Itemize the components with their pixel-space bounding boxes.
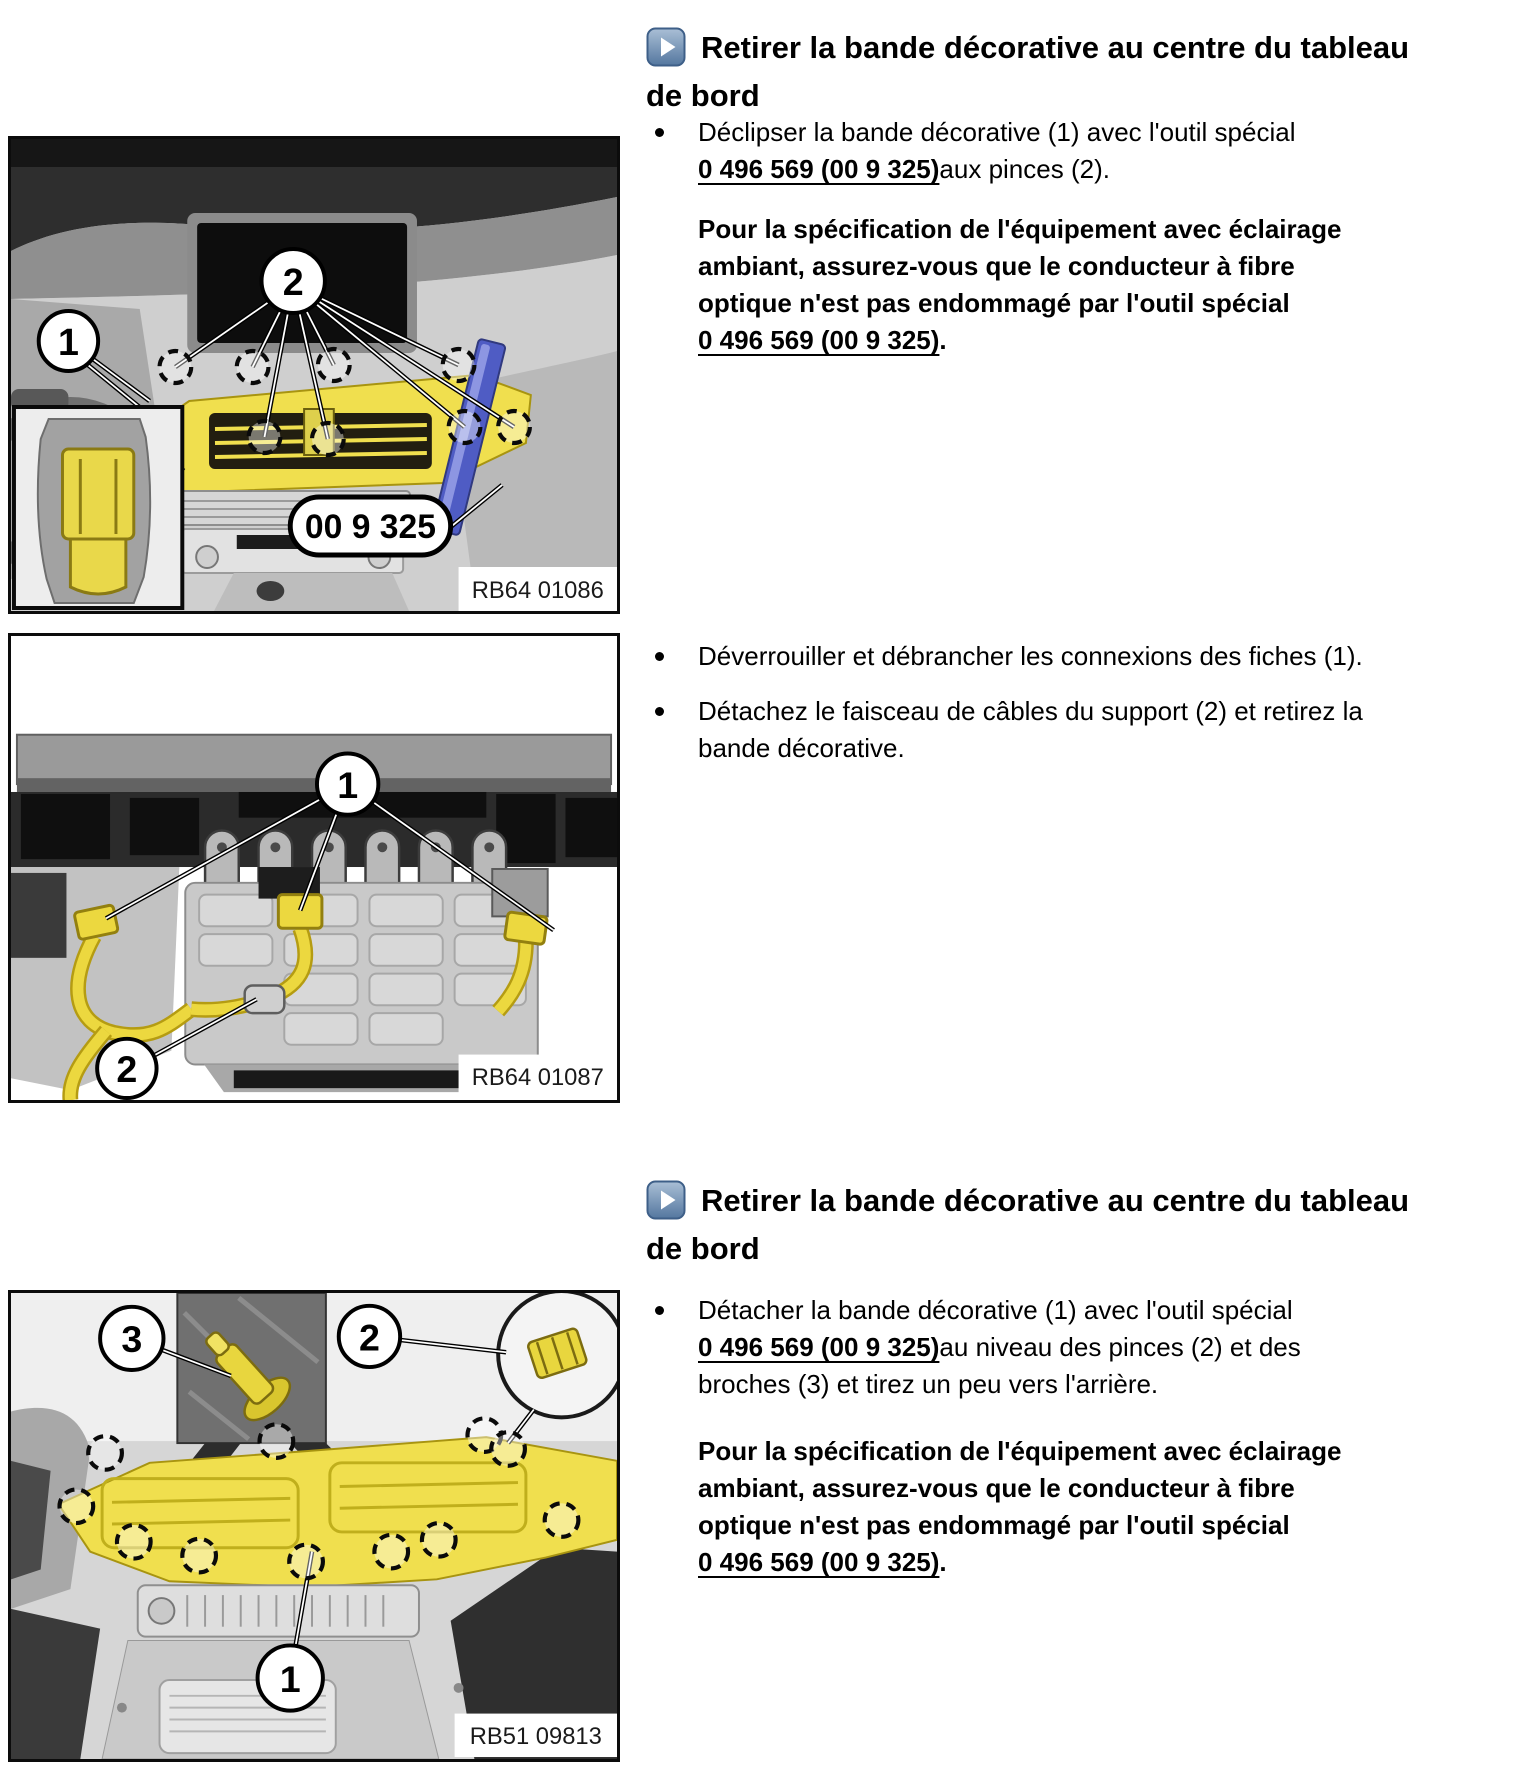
section1-warning-note xyxy=(646,211,1458,359)
tool-number-link[interactable]: 0 496 569 (00 9 325) xyxy=(698,154,940,184)
section3-heading-line1: Retirer la bande décorative au centre du tableau xyxy=(701,1183,1410,1218)
section3-bullets xyxy=(646,1292,1406,1421)
tool-number-label xyxy=(290,497,450,555)
figure-connector-harness xyxy=(8,633,620,1103)
section1-heading-line1: Retirer la bande décorative au centre du tableau xyxy=(701,30,1410,65)
figure-dashboard-trim-clips xyxy=(8,136,620,614)
play-icon[interactable] xyxy=(646,27,686,67)
svg-text:1: 1 xyxy=(57,321,79,365)
text-segment: Pour la spécification de l'équipement avec éclairage xyxy=(698,1436,1342,1466)
clip-detail-inset xyxy=(14,407,182,608)
tool-number-link[interactable]: 0 496 569 (00 9 325) xyxy=(698,1547,940,1577)
text-segment: Pour la spécification de l'équipement avec éclairage xyxy=(698,214,1342,244)
text-segment: . xyxy=(939,325,947,355)
plug-connector-center xyxy=(278,895,322,929)
text-segment: ambiant, assurez-vous que le conducteur à fibre xyxy=(698,251,1295,281)
section3-heading-line2: de bord xyxy=(646,1231,760,1266)
play-icon[interactable] xyxy=(646,1180,686,1220)
tool-number-link[interactable]: 0 496 569 (00 9 325) xyxy=(698,325,940,355)
section1-heading xyxy=(646,24,1506,120)
text-segment: optique n'est pas endommagé par l'outil spécial xyxy=(698,1510,1290,1540)
cable-holder-clip xyxy=(245,985,285,1013)
svg-text:1: 1 xyxy=(337,763,359,806)
figure-code-label xyxy=(459,567,617,611)
svg-text:RB64 01087: RB64 01087 xyxy=(471,1065,604,1092)
text-segment: Détacher la bande décorative (1) avec l'outil spécial xyxy=(698,1295,1293,1325)
tool-number-link[interactable]: 0 496 569 (00 9 325) xyxy=(698,1332,940,1362)
figure-trim-pins-clips xyxy=(8,1290,620,1762)
svg-text:3: 3 xyxy=(121,1318,143,1361)
text-segment: aux pinces (2). xyxy=(939,154,1110,184)
climate-control-panel xyxy=(138,1585,419,1636)
svg-text:2: 2 xyxy=(282,261,304,305)
text-segment: au niveau des pinces (2) et des xyxy=(939,1332,1301,1362)
bullet-item xyxy=(646,693,1406,767)
bullet-item xyxy=(646,1292,1406,1403)
text-segment: ambiant, assurez-vous que le conducteur à fibre xyxy=(698,1473,1295,1503)
text-segment: broches (3) et tirez un peu vers l'arrière. xyxy=(698,1369,1159,1399)
clip-magnifier-inset xyxy=(498,1293,617,1417)
fig2-callout-2 xyxy=(97,1039,156,1098)
fig3-callout-2 xyxy=(339,1306,400,1367)
text-segment: Détachez le faisceau de câbles du support (2) et retirez la xyxy=(698,696,1363,726)
bullet-item xyxy=(646,638,1406,675)
figure-code-label xyxy=(459,1055,617,1098)
section1-heading-line2: de bord xyxy=(646,78,760,113)
plug-connector-right xyxy=(504,912,547,945)
svg-text:RB51 09813: RB51 09813 xyxy=(469,1724,602,1751)
text-segment: . xyxy=(939,1547,947,1577)
svg-text:00 9 325: 00 9 325 xyxy=(304,507,436,547)
pin-detail-inset xyxy=(177,1293,326,1443)
fig3-callout-1 xyxy=(258,1645,323,1710)
fig3-callout-3 xyxy=(100,1307,163,1370)
section2-bullets xyxy=(646,638,1406,785)
svg-text:1: 1 xyxy=(279,1657,301,1700)
svg-text:2: 2 xyxy=(116,1048,138,1091)
figure-code-label xyxy=(455,1714,617,1757)
dash-crossbeam xyxy=(17,735,611,784)
svg-text:RB64 01086: RB64 01086 xyxy=(471,576,604,605)
text-segment: optique n'est pas endommagé par l'outil spécial xyxy=(698,288,1290,318)
fig1-callout-1 xyxy=(39,311,98,371)
text-segment: bande décorative. xyxy=(698,733,905,763)
section3-heading xyxy=(646,1177,1506,1273)
fig2-callout-1 xyxy=(317,753,378,814)
bullet-item xyxy=(646,114,1406,188)
svg-text:2: 2 xyxy=(358,1316,380,1359)
yellow-clip xyxy=(62,449,133,539)
text-segment: Déverrouiller et débrancher les connexions des fiches (1). xyxy=(698,641,1363,671)
section1-bullets xyxy=(646,114,1406,206)
fig1-callout-2 xyxy=(262,249,325,313)
section3-warning-note xyxy=(646,1433,1458,1581)
plug-connector-left xyxy=(74,905,119,940)
text-segment: Déclipser la bande décorative (1) avec l'outil spécial xyxy=(698,117,1296,147)
